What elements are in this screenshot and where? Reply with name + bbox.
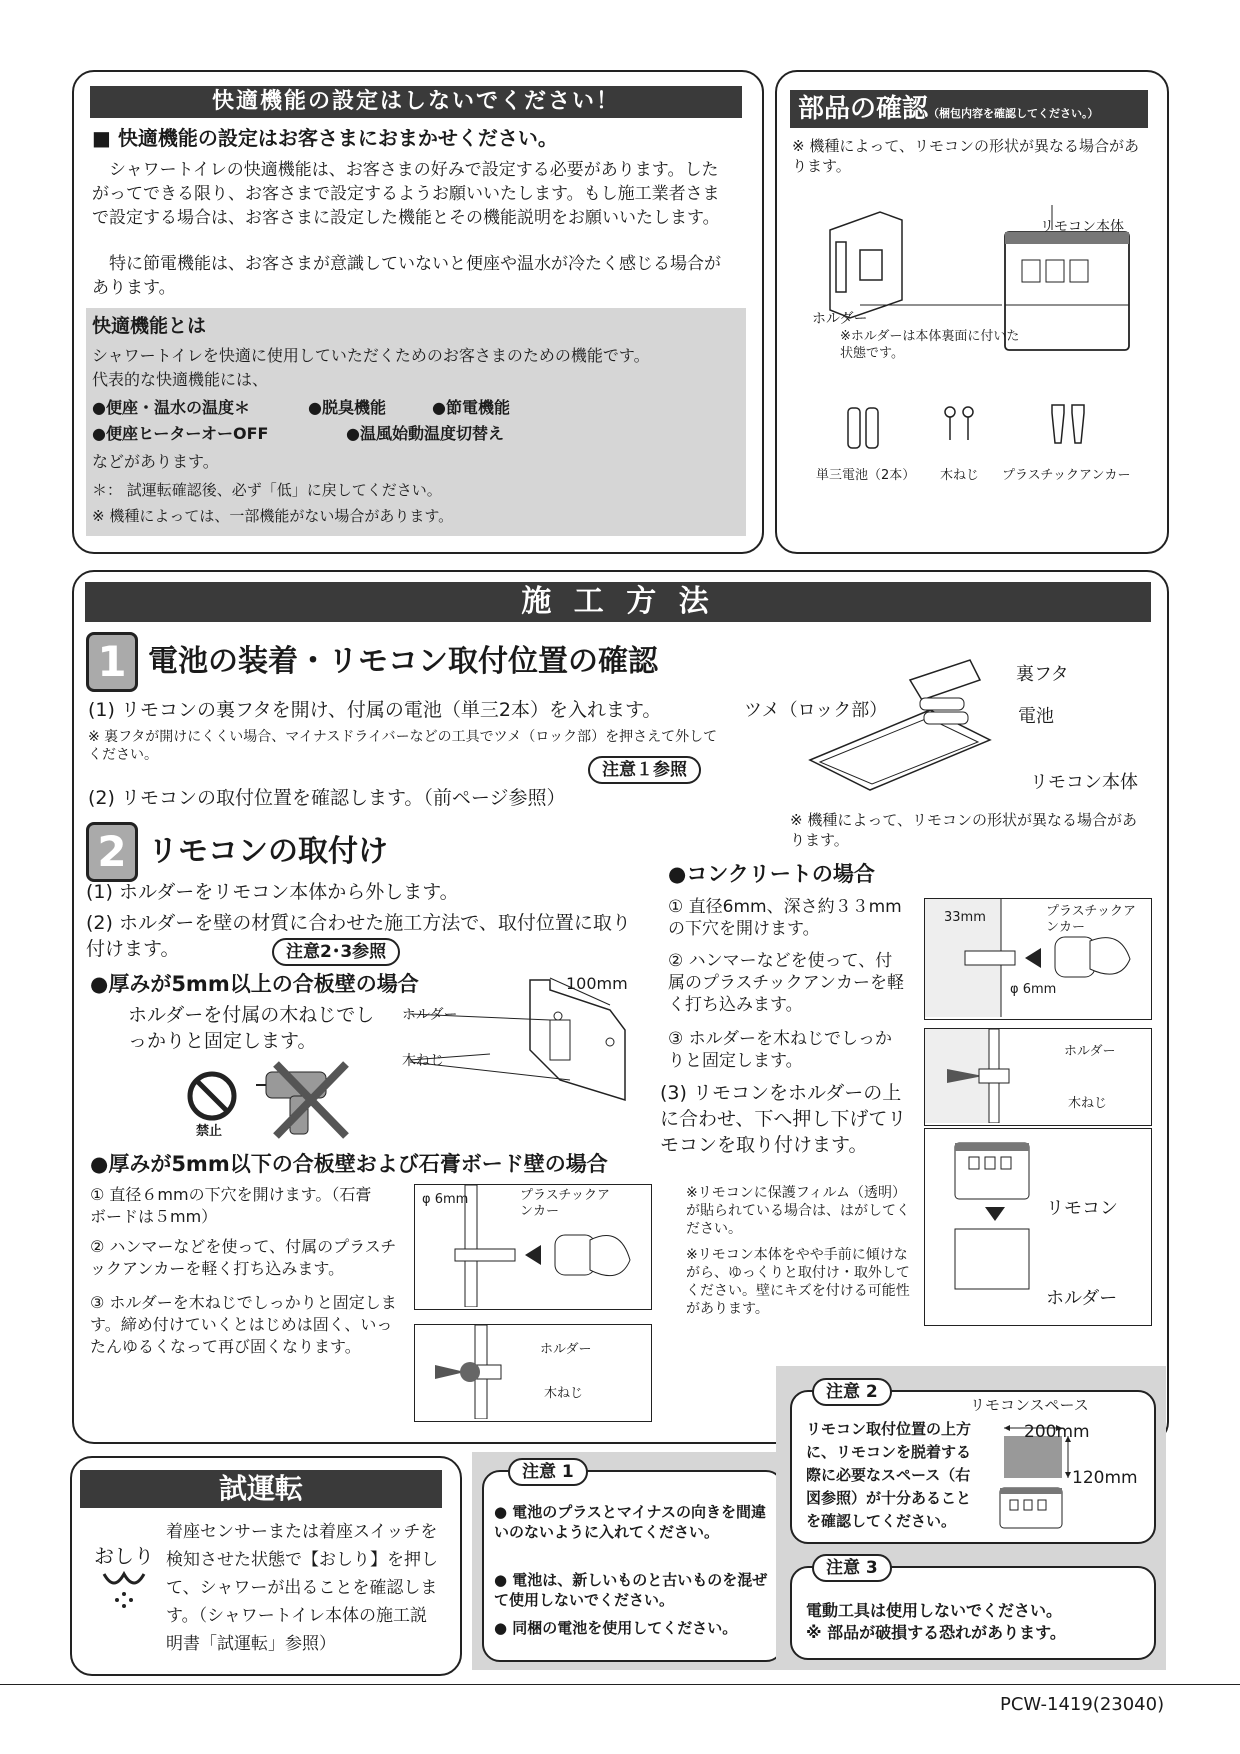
thick-screw-label: 木ねじ [402, 1053, 444, 1069]
step1-ref-badge: 注意１参照 [588, 756, 701, 784]
step1-item1: (1) リモコンの裏フタを開け、付属の電池（単三2本）を入れます。 [88, 699, 662, 721]
concrete-fig-screw: 木ねじ [1068, 1096, 1108, 1111]
oshiri-icon [100, 1568, 150, 1614]
concrete-step2: ② ハンマーなどを使って、付属のプラスチックアンカーを軽く打ち込みます。 [668, 951, 904, 1015]
step1-number-text: 1 [97, 637, 127, 686]
step2-item1: (1) ホルダーをリモコン本体から外します。 [86, 881, 459, 903]
concrete-fig-holder: ホルダー [1064, 1044, 1116, 1059]
parts-remote-label: リモコン本体 [1040, 219, 1124, 235]
parts-header-main: 部品の確認 [798, 94, 929, 124]
thick-holder-label: ホルダー [402, 1007, 458, 1023]
thick-wall-desc: ホルダーを付属の木ねじでしっかりと固定します。 [128, 1004, 375, 1052]
parts-note: ※ 機種によって、リモコンの形状が異なる場合があります。 [792, 137, 1140, 175]
oshiri-label: おしり [94, 1544, 154, 1568]
step2-ref-badge: 注意2･3参照 [272, 938, 400, 966]
footer-rule [0, 1684, 1240, 1685]
holder-part [830, 212, 902, 318]
thick-dim-label: 100mm [566, 974, 628, 993]
feature-item: ●温風始動温度切替え [346, 424, 504, 443]
caution1-title: 注意 1 [508, 1458, 588, 1486]
caution2-title: 注意 2 [812, 1378, 892, 1406]
feature-item: ●脱臭機能 [308, 398, 386, 417]
fig1-note: ※ 機種によって、リモコンの形状が異なる場合があります。 [790, 811, 1138, 849]
test-run-desc: 着座センサーまたは着座スイッチを検知させた状態で【おしり】を押して、シャワーが出ることを確認します。（シャワートイレ本体の施工説明書「試運転」参照） [166, 1522, 438, 1654]
step2-item2: (2) ホルダーを壁の材質に合わせた施工方法で、取付位置に取り付けます。 [86, 912, 631, 960]
comfort-what-title: 快適機能とは [92, 315, 207, 337]
caution1-item: ● 電池のプラスとマイナスの向きを間違いのないように入れてください。 [494, 1503, 766, 1541]
comfort-what-intro: 代表的な快適機能には、 [92, 370, 269, 389]
step1-item2: (2) リモコンの取付位置を確認します。（前ページ参照） [88, 787, 566, 809]
fig1-battery-label: 電池 [1018, 706, 1054, 727]
step1-title: 電池の装着・リモコン取付位置の確認 [148, 644, 658, 679]
thin-fig-dia: φ 6mm [422, 1192, 469, 1207]
step1-note: ※ 裏フタが開けにくくい場合、マイナスドライバーなどの工具でツメ（ロック部）を押さえて外してください。 [88, 729, 718, 763]
comfort-note2: ※ 機種によっては、一部機能がない場合があります。 [92, 507, 454, 525]
battery-part [848, 408, 878, 448]
feature-item: ●便座ヒーターオーOFF [92, 424, 269, 443]
test-run-header: 試運転 [80, 1470, 442, 1508]
concrete-step3: ③ ホルダーを木ねじでしっかりと固定します。 [668, 1029, 892, 1071]
fig-remote-label: リモコン [1046, 1198, 1118, 1219]
thin-step3: ③ ホルダーを木ねじでしっかりと固定します。締め付けていくとはじめは固く、いったんゆるくなって再び固くなります。 [90, 1293, 397, 1356]
thin-screw-drawing [415, 1325, 649, 1419]
comfort-note1: ＊： 試運転確認後、必ず「低」に戻してください。 [92, 481, 442, 499]
parts-header-sub: （梱包内容を確認してください。） [928, 107, 1099, 120]
battery-install-figure [800, 650, 1000, 800]
step2-item3: (3) リモコンをホルダーの上に合わせ、下へ押し下げてリモコンを取り付けます。 [660, 1082, 907, 1156]
comfort-header: 快適機能の設定はしないでください！ [90, 86, 742, 118]
thin-wall-title: ●厚みが5mm以下の合板壁および石膏ボード壁の場合 [90, 1152, 608, 1176]
parts-holder-note: ※ホルダーは本体裏面に付いた状態です。 [840, 329, 1020, 361]
thin-fig-anchor: プラスチックアンカー [520, 1188, 610, 1219]
feature-item: ●便座・温水の温度＊ [92, 398, 250, 417]
thin-step2: ② ハンマーなどを使って、付属のプラスチックアンカーを軽く打ち込みます。 [90, 1237, 397, 1278]
caution2-height: 120mm [1072, 1468, 1138, 1488]
caution3-title: 注意 3 [812, 1554, 892, 1582]
thin-step1: ① 直径６mmの下穴を開けます。（石膏ボードは５mm） [90, 1185, 372, 1226]
screw-part [945, 407, 973, 440]
fig1-back-label: 裏フタ [1016, 664, 1069, 685]
parts-holder-label: ホルダー [812, 311, 868, 327]
caution3-line1: 電動工具は使用しないでください。 [806, 1601, 1063, 1620]
comfort-subheading: ■ 快適機能の設定はお客さまにおまかせください。 [92, 126, 558, 150]
caution1-item: ● 同梱の電池を使用してください。 [494, 1619, 738, 1637]
concrete-fig-depth: 33mm [944, 910, 986, 925]
footer-code: PCW-1419(23040) [1000, 1694, 1165, 1715]
step2-number-text: 2 [97, 827, 127, 876]
concrete-fig-anchor: プラスチックアンカー [1046, 904, 1136, 935]
step2-number [86, 822, 138, 882]
fig1-claw-label: ツメ（ロック部） [744, 700, 888, 721]
thin-fig-holder: ホルダー [540, 1342, 592, 1357]
concrete-step1: ① 直径6mm、深さ約３３mmの下穴を開けます。 [668, 897, 902, 939]
parts-header [790, 90, 1148, 128]
caution1-item: ● 電池は、新しいものと古いものを混ぜて使用しないでください。 [494, 1571, 768, 1609]
parts-battery-label: 単三電池（2本） [816, 468, 916, 483]
thick-wall-title: ●厚みが5mm以上の合板壁の場合 [90, 972, 419, 996]
thin-fig-screw: 木ねじ [544, 1386, 584, 1401]
caution2-width: 200mm [1024, 1422, 1090, 1442]
method-header: 施 工 方 法 [85, 582, 1151, 622]
concrete-fig-dia: φ 6mm [1010, 982, 1057, 997]
caution3-line2: ※ 部品が破損する恐れがあります。 [806, 1623, 1066, 1642]
prohibit-icon [184, 1068, 240, 1124]
prohibit-label: 禁止 [196, 1124, 223, 1139]
comfort-para1: シャワートイレの快適機能は、お客さまの好みで設定する必要があります。したがってできる限り、お客さまで設定するようお願いいたします。もし施工業者さまで設定する場合は、お客さまに設定した機能とその機能説明をお願いいたします。 [92, 160, 720, 228]
feature-item: ●節電機能 [432, 398, 510, 417]
step2-title: リモコンの取付け [148, 834, 388, 869]
concrete-title: ●コンクリートの場合 [668, 862, 875, 886]
parts-anchor-label: プラスチックアンカー [1002, 468, 1131, 483]
power-drill-crossed-icon [256, 1060, 356, 1140]
anchor-part [1052, 405, 1084, 443]
comfort-what-desc: シャワートイレを快適に使用していただくためのお客さまのための機能です。 [92, 346, 650, 365]
step2-item3-note1: ※リモコンに保護フィルム（透明）が貼られている場合は、はがしてください。 [686, 1185, 910, 1237]
parts-screw-label: 木ねじ [940, 468, 980, 483]
fig-holder-label: ホルダー [1046, 1288, 1118, 1309]
remote-part [1005, 232, 1129, 350]
step2-item3-note2: ※リモコン本体をやや手前に傾けながら、ゆっくりと取付け・取外してください。壁にキズを付ける可能性があります。 [686, 1247, 910, 1317]
comfort-outro: などがあります。 [92, 452, 219, 471]
caution2-space-label: リモコンスペース [970, 1396, 1089, 1414]
fig1-remote-label: リモコン本体 [1030, 772, 1138, 793]
caution2-desc: リモコン取付位置の上方に、リモコンを脱着する際に必要なスペース（右図参照）が十分あることを確認してください。 [806, 1420, 972, 1530]
comfort-para2: 特に節電機能は、お客さまが意識していないと便座や温水が冷たく感じる場合があります。 [92, 254, 721, 298]
step1-number [86, 632, 138, 692]
